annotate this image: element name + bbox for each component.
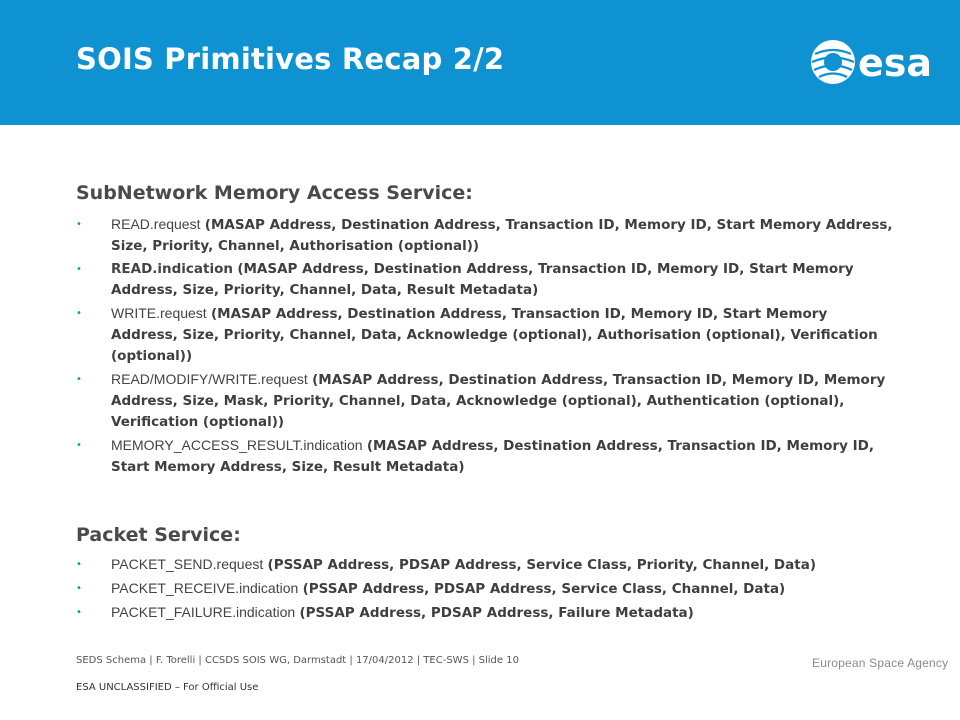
- list-item: [76, 369, 896, 433]
- bullet-icon: •: [76, 607, 82, 618]
- footer-agency: European Space Agency: [812, 656, 949, 670]
- packet-service-heading: Packet Service:: [76, 524, 241, 546]
- list-item: [76, 602, 896, 624]
- primitive-params: (PSSAP Address, PDSAP Address, Failure Metadata): [299, 605, 694, 621]
- bullet-icon: •: [76, 583, 82, 594]
- footer-info: SEDS Schema | F. Torelli | CCSDS SOIS WG, Darmstadt | 17/04/2012 | TEC-SWS | Slide 10: [76, 655, 519, 666]
- list-item: [76, 578, 896, 600]
- primitive-name: PACKET_RECEIVE.indication: [111, 580, 299, 596]
- bullet-icon: •: [76, 219, 82, 230]
- primitive-name: PACKET_FAILURE.indication: [111, 604, 296, 620]
- list-item: [76, 303, 896, 367]
- primitive-params: (MASAP Address, Destination Address, Transaction ID, Memory ID, Start Memory Address, Size, Priority, Channel, Data, Acknowledge (optional), Authorisation (optional), Verification (optional)): [111, 306, 878, 364]
- memory-access-list: [76, 214, 896, 480]
- primitive-name: PACKET_SEND.request: [111, 556, 264, 572]
- list-item: [76, 259, 896, 301]
- esa-logo: [806, 36, 938, 88]
- primitive-params: (MASAP Address, Destination Address, Transaction ID, Memory ID, Start Memory Address, Size, Priority, Channel, Data, Result Metadata): [111, 261, 854, 298]
- bullet-icon: •: [76, 308, 82, 319]
- primitive-params: (MASAP Address, Destination Address, Transaction ID, Memory ID, Memory Address, Size, Mask, Priority, Channel, Data, Acknowledge (optional), Authentication (optional), Verification (optional)): [111, 372, 886, 430]
- slide-title: SOIS Primitives Recap 2/2: [76, 42, 505, 76]
- primitive-name: READ.indication: [111, 261, 234, 277]
- list-item: [76, 214, 896, 257]
- primitive-name: MEMORY_ACCESS_RESULT.indication: [111, 437, 363, 453]
- primitive-name: WRITE.request: [111, 305, 207, 321]
- classification-label: ESA UNCLASSIFIED – For Official Use: [76, 682, 259, 693]
- primitive-params: (PSSAP Address, PDSAP Address, Service Class, Priority, Channel, Data): [267, 557, 816, 573]
- bullet-icon: •: [76, 264, 82, 275]
- bullet-icon: •: [76, 440, 82, 451]
- header-bar: [0, 0, 960, 125]
- bullet-icon: •: [76, 559, 82, 570]
- logo-text: esa: [858, 41, 933, 85]
- packet-service-list: [76, 554, 896, 626]
- primitive-params: (MASAP Address, Destination Address, Transaction ID, Memory ID, Start Memory Address, Size, Result Metadata): [111, 438, 874, 475]
- bullet-icon: •: [76, 374, 82, 385]
- primitive-name: READ.request: [111, 216, 201, 232]
- primitive-params: (MASAP Address, Destination Address, Transaction ID, Memory ID, Start Memory Address, Size, Priority, Channel, Authorisation (optional)): [111, 217, 893, 254]
- list-item: [76, 435, 896, 478]
- primitive-params: (PSSAP Address, PDSAP Address, Service Class, Channel, Data): [302, 581, 786, 597]
- memory-access-heading: SubNetwork Memory Access Service:: [76, 182, 473, 204]
- list-item: [76, 554, 896, 576]
- primitive-name: READ/MODIFY/WRITE.request: [111, 371, 308, 387]
